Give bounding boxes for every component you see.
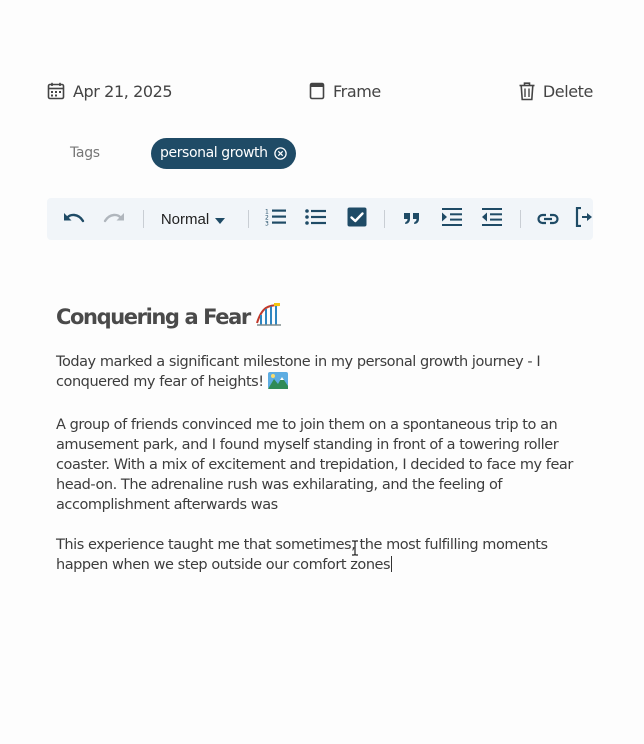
delete-button[interactable]: [519, 78, 593, 104]
delete-label: Delete: [542, 81, 593, 101]
checklist-button[interactable]: [344, 198, 370, 240]
paragraph-text: This experience taught me that sometimes, the most fulfilling moments happen when we step outside our comfort zones: [56, 537, 548, 573]
ordered-list-icon: [265, 208, 287, 230]
mouse-ibeam-cursor-icon: [350, 540, 360, 560]
toolbar-divider: [248, 210, 249, 228]
close-circle-icon[interactable]: [274, 147, 287, 160]
checkbox-checked-icon: [347, 207, 367, 231]
toolbar-divider: [143, 210, 144, 228]
frame-button[interactable]: [309, 78, 381, 104]
entry-date: Apr 21, 2025: [73, 81, 173, 101]
calendar-icon: [47, 82, 65, 100]
paragraph: [56, 415, 592, 515]
quote-icon: [403, 210, 421, 229]
bullet-list-button[interactable]: [303, 198, 329, 240]
link-button[interactable]: [535, 198, 561, 240]
paragraph-text: A group of friends convinced me to join them on a spontaneous trip to an amusement park, and I found myself standing in front of a towering roller coaster. With a mix of excitement and trepidation, I decided to face my fear head-on. The adrenaline rush was exhilarating, and the feeling of accomplishment afterwards was: [56, 417, 573, 513]
editor-toolbar: [47, 198, 593, 240]
indent-icon: [442, 208, 462, 230]
indent-button[interactable]: [439, 198, 465, 240]
insert-icon: [575, 207, 593, 231]
mountain-landscape-emoji-icon: [268, 372, 288, 395]
svg-text:1: 1: [265, 208, 269, 216]
tag-chip-label: personal growth: [160, 145, 268, 161]
svg-text:2: 2: [265, 214, 269, 222]
toolbar-divider: [384, 210, 385, 228]
block-type-select[interactable]: [157, 198, 229, 240]
block-type-value: Normal: [160, 210, 210, 228]
undo-button[interactable]: [61, 198, 87, 240]
quote-button[interactable]: [399, 198, 425, 240]
editor-content[interactable]: [56, 302, 592, 575]
frame-icon: [309, 82, 325, 100]
redo-button[interactable]: [101, 198, 127, 240]
tag-chip[interactable]: [151, 138, 296, 169]
ordered-list-button[interactable]: [263, 198, 289, 240]
roller-coaster-emoji-icon: [256, 303, 282, 332]
trash-icon: [519, 82, 535, 101]
outdent-icon: [482, 208, 502, 230]
caret-down-icon: [215, 211, 225, 228]
entry-title-line: [56, 302, 592, 332]
date-picker-button[interactable]: [47, 78, 172, 104]
paragraph-text: Today marked a significant milestone in my personal growth journey - I conquered my fear of heights!: [56, 354, 541, 390]
entry-title: Conquering a Fear: [56, 305, 250, 329]
redo-icon: [103, 210, 125, 229]
frame-label: Frame: [333, 81, 381, 101]
bullet-list-icon: [305, 208, 327, 230]
svg-text:3: 3: [265, 220, 269, 226]
undo-icon: [63, 210, 85, 229]
paragraph: [56, 352, 592, 395]
toolbar-divider: [520, 210, 521, 228]
insert-button[interactable]: [575, 198, 593, 240]
outdent-button[interactable]: [479, 198, 505, 240]
paragraph: [56, 535, 592, 575]
tags-label: Tags: [70, 145, 100, 161]
tags-row: [70, 137, 296, 169]
link-icon: [537, 210, 559, 229]
text-caret: [391, 556, 392, 572]
entry-meta-bar: [47, 78, 593, 104]
